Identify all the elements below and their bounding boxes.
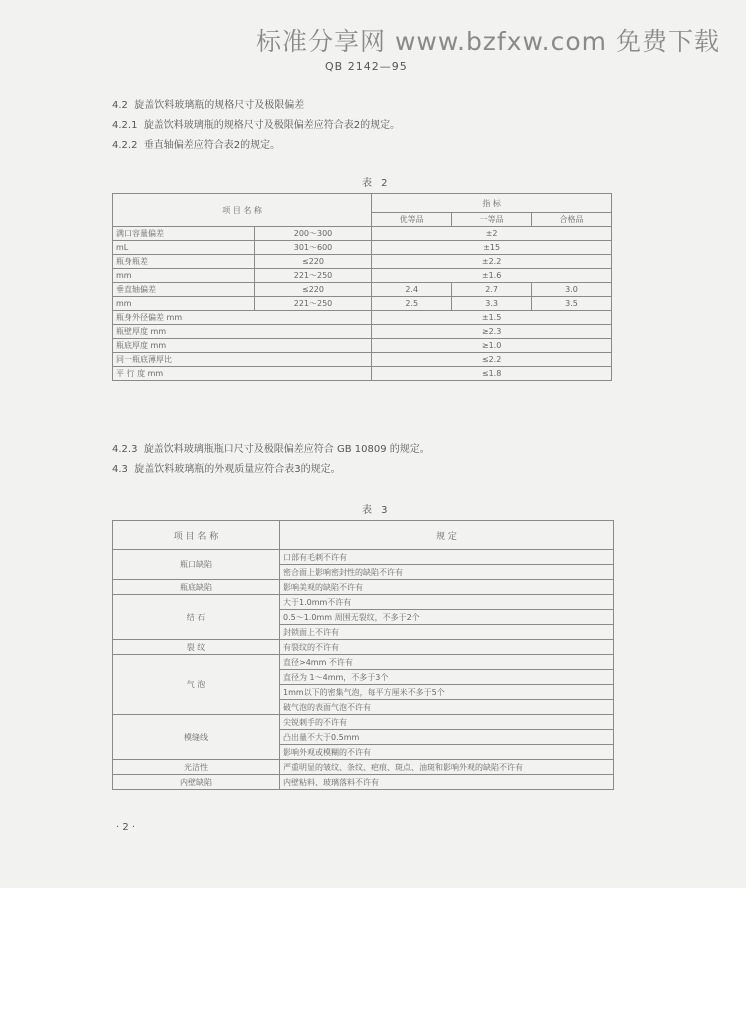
table-2 — [112, 193, 612, 381]
page-number: · 2 · — [116, 822, 136, 833]
table3-item-header: 项 目 名 称 — [113, 521, 280, 550]
table-row: 密合面上影响密封性的缺陷不许有 — [113, 565, 614, 580]
section-4-2-1: 4.2.1 旋盖饮料玻璃瓶的规格尺寸及极限偏差应符合表2的规定。 — [112, 120, 401, 131]
table-row: 破气泡的表面气泡不许有 — [113, 700, 614, 715]
section-4-3: 4.3 旋盖饮料玻璃瓶的外观质量应符合表3的规定。 — [112, 464, 341, 475]
table-row: 凸出量不大于0.5mm — [113, 730, 614, 745]
table-row: 瓶壁厚度 mm ≥2.3 — [113, 325, 612, 339]
table-row: 光洁性 严重明显的皱纹、条纹、疤痕、斑点、油斑和影响外观的缺陷不许有 — [113, 760, 614, 775]
section-4-2-3: 4.2.3 旋盖饮料玻璃瓶瓶口尺寸及极限偏差应符合 GB 10809 的规定。 — [112, 444, 430, 455]
table2-grade-header: 指 标 — [372, 194, 612, 213]
table-row: 瓶身瓶差 ≤220 ±2.2 — [113, 255, 612, 269]
table-row: 平 行 度 mm ≤1.8 — [113, 367, 612, 381]
table-row: 垂直轴偏差 ≤220 2.4 2.7 3.0 — [113, 283, 612, 297]
grade-first: 一等品 — [452, 213, 532, 227]
table-row: 瓶身外径偏差 mm ±1.5 — [113, 311, 612, 325]
table2-caption: 表 2 — [362, 178, 391, 189]
table-row: 气 泡 直径>4mm 不许有 — [113, 655, 614, 670]
table-row: 0.5～1.0mm 周围无裂纹，不多于2个 — [113, 610, 614, 625]
table3-rule-header: 规 定 — [280, 521, 614, 550]
table-row: 满口容量偏差 200～300 ±2 — [113, 227, 612, 241]
grade-premium: 优等品 — [372, 213, 452, 227]
table-row: 瓶底厚度 mm ≥1.0 — [113, 339, 612, 353]
table-row: 瓶底缺陷 影响美观的缺陷不许有 — [113, 580, 614, 595]
table-row: 1mm以下的密集气泡，每平方厘米不多于5个 — [113, 685, 614, 700]
table-3 — [112, 520, 614, 790]
standard-number: QB 2142—95 — [325, 60, 408, 73]
table-row: 同一瓶底薄厚比 ≤2.2 — [113, 353, 612, 367]
table-row: 裂 纹 有裂纹的不许有 — [113, 640, 614, 655]
table-row: 瓶口缺陷 口部有毛刺不许有 — [113, 550, 614, 565]
table-row: mm 221～250 ±1.6 — [113, 269, 612, 283]
table-row: mL 301～600 ±15 — [113, 241, 612, 255]
table-row: mm 221～250 2.5 3.3 3.5 — [113, 297, 612, 311]
table2-item-header: 项 目 名 称 — [113, 194, 372, 227]
watermark: 标准分享网 www.bzfxw.com 免费下载 — [256, 27, 720, 56]
table-row: 内壁缺陷 内壁粘料、玻璃落料不许有 — [113, 775, 614, 790]
section-4-2-2: 4.2.2 垂直轴偏差应符合表2的规定。 — [112, 140, 281, 151]
table-row: 模缝线 尖锐刺手的不许有 — [113, 715, 614, 730]
table3-caption: 表 3 — [362, 505, 391, 516]
table-row: 影响外观或模糊的不许有 — [113, 745, 614, 760]
table-row: 封锁面上不许有 — [113, 625, 614, 640]
grade-qualified: 合格品 — [532, 213, 612, 227]
section-4-2: 4.2 旋盖饮料玻璃瓶的规格尺寸及极限偏差 — [112, 100, 305, 111]
table-row: 直径为 1～4mm，不多于3个 — [113, 670, 614, 685]
table-row: 结 石 大于1.0mm不许有 — [113, 595, 614, 610]
